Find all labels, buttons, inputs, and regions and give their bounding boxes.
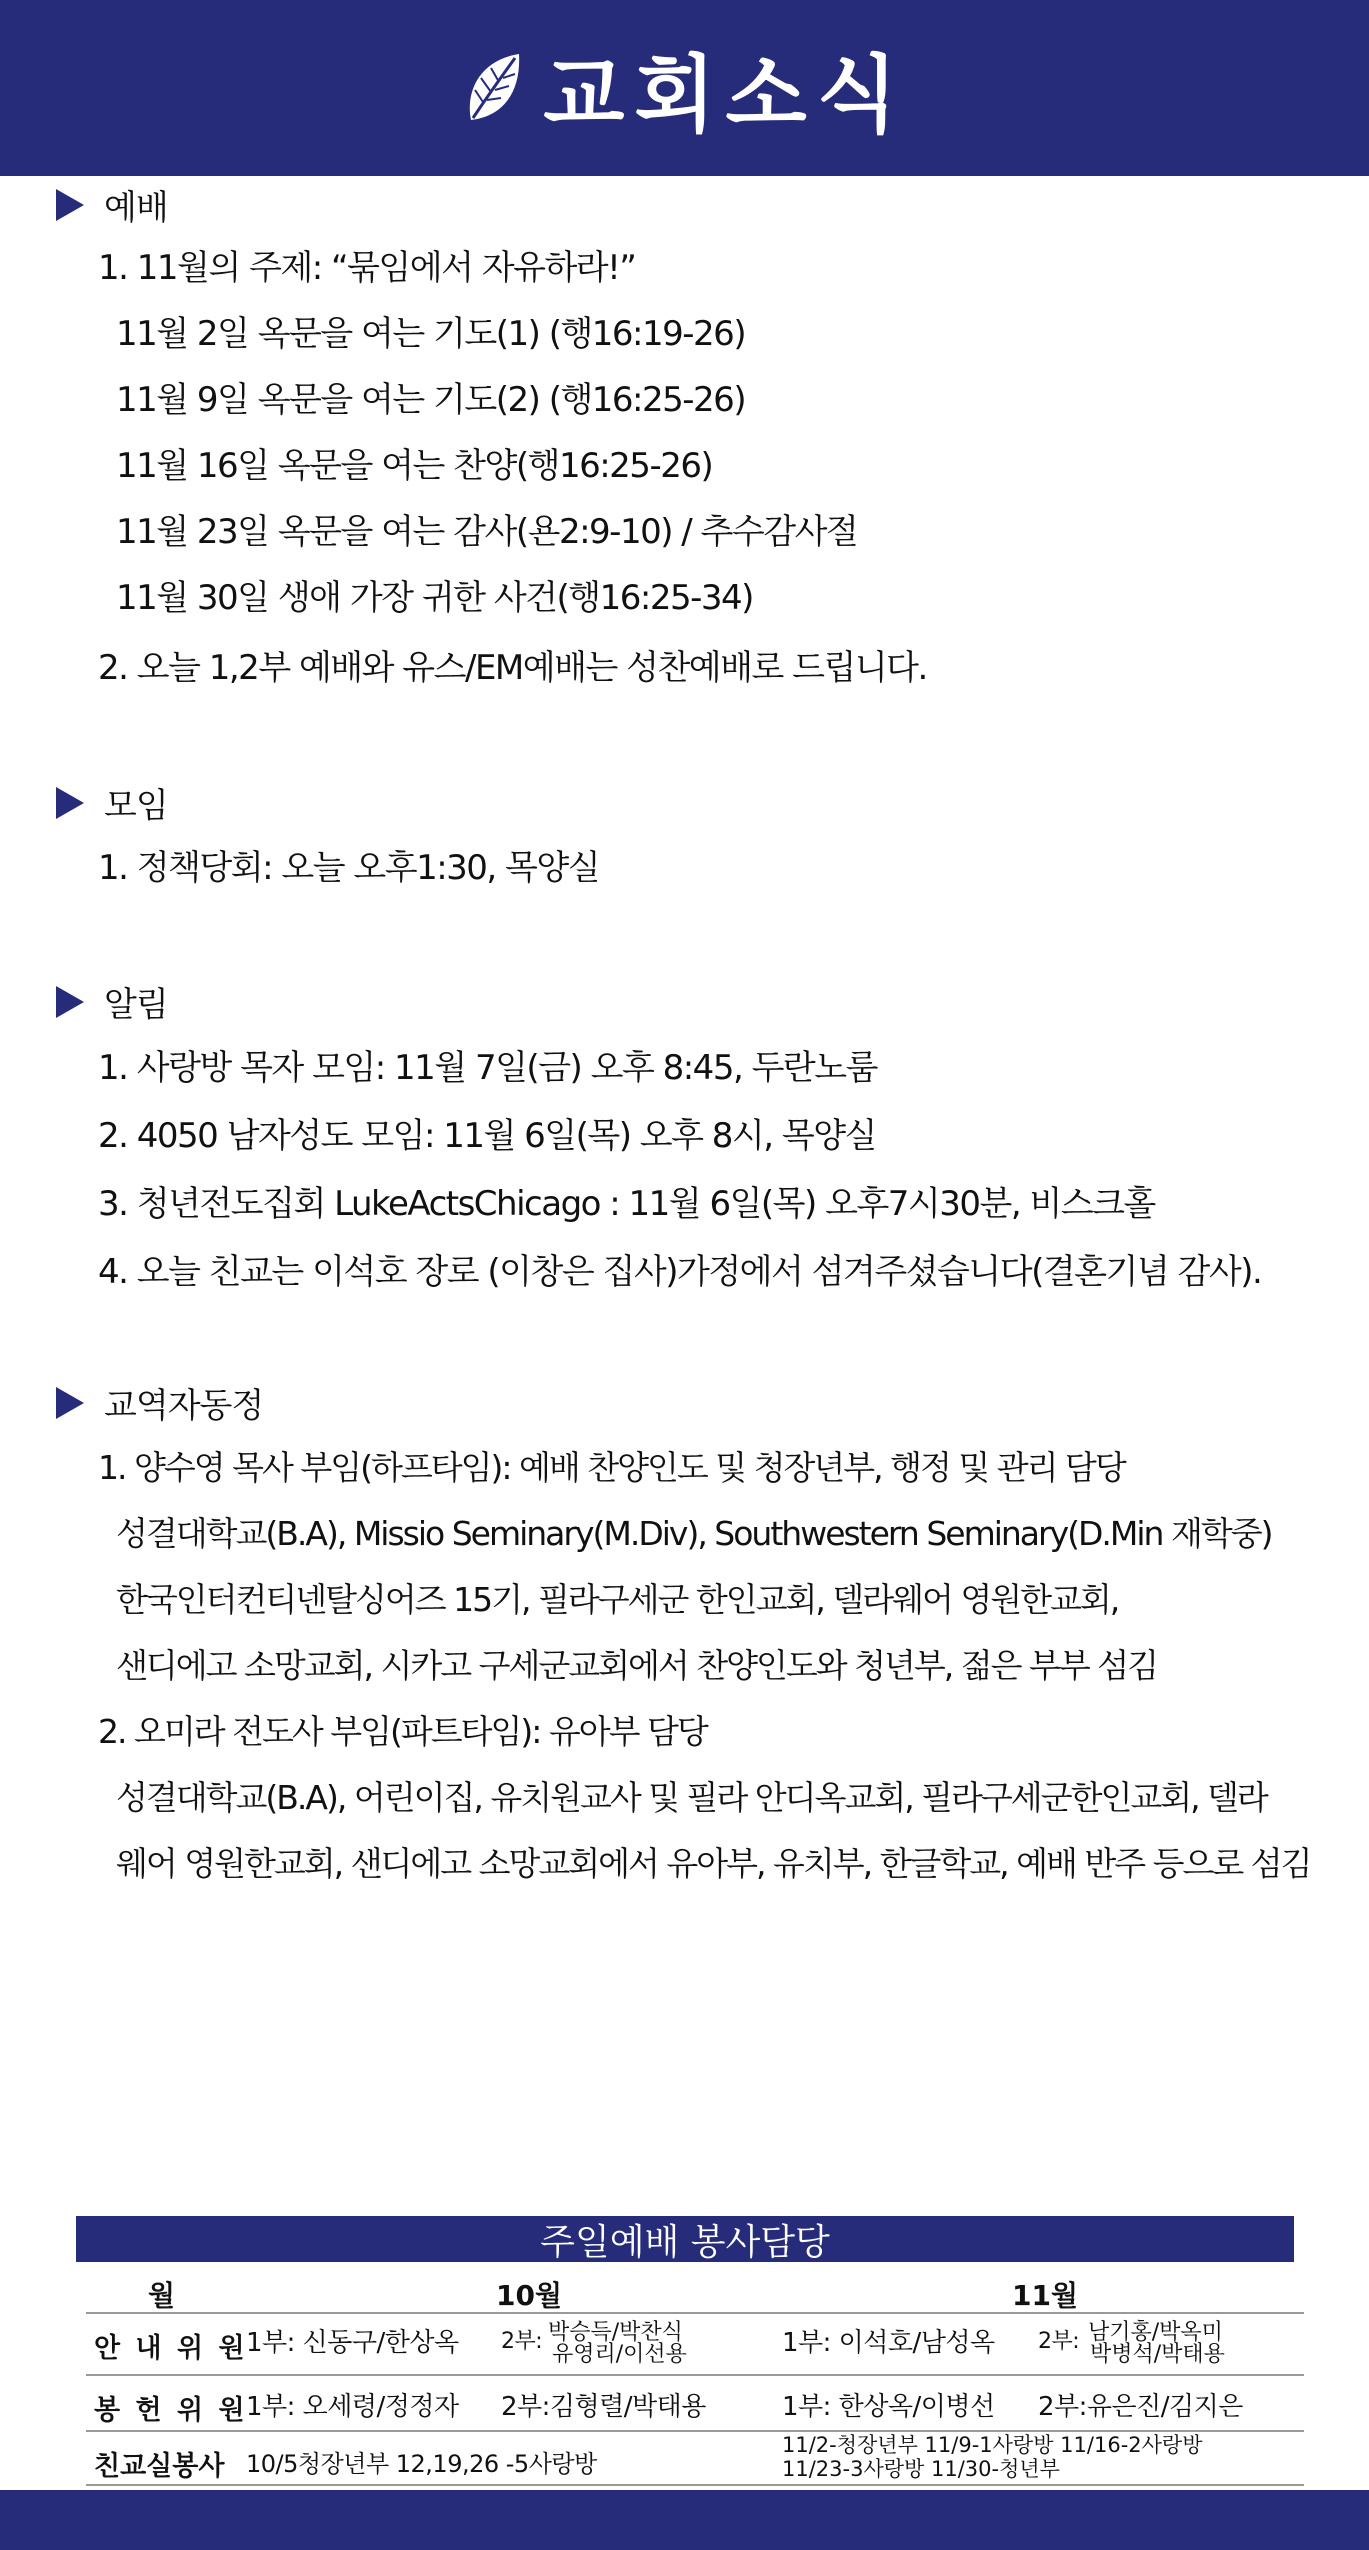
usher-oct-2-line1: 박승득/박찬식 [548,2320,683,2345]
offering-oct-2: 2부:김형렬/박태용 [501,2392,706,2422]
triangle-bullet-icon [56,189,84,221]
fellowship-nov-line1: 11/2-청장년부 11/9-1사랑방 11/16-2사랑방 [782,2433,1203,2457]
usher-nov-1: 1부: 이석호/남성옥 [782,2328,995,2358]
section-meeting-heading [56,778,168,827]
usher-oct-1: 1부: 신동구/한상옥 [246,2328,459,2358]
meeting-line: 1. 정책당회: 오늘 오후1:30, 목양실 [98,848,600,888]
ministry-line: 한국인터컨티넨탈싱어즈 15기, 필라구세군 한인교회, 델라웨어 영원한교회, [116,1580,1119,1619]
roster-title: 주일예배 봉사담당 [76,2216,1294,2262]
col-month-header: 월 [148,2279,176,2312]
fellowship-oct: 10/5청장년부 12,19,26 -5사랑방 [246,2450,597,2478]
usher-nov-2-prefix: 2부: [1038,2329,1080,2354]
worship-line: 11월 16일 옥문을 여는 찬양(행16:25-26) [116,446,713,486]
usher-nov-2-line2: 박병석/박태용 [1090,2342,1225,2367]
ministry-line: 샌디에고 소망교회, 시카고 구세군교회에서 찬양인도와 청년부, 젊은 부부 섬김 [116,1646,1157,1685]
section-worship-heading [56,180,168,229]
row-label-fellowship: 친교실봉사 [94,2451,225,2482]
table-divider [86,2374,1304,2376]
col-nov-header: 11월 [1012,2279,1079,2312]
page-title: 교회소식 [543,45,908,144]
col-oct-header: 10월 [496,2279,563,2312]
section-notice-heading [56,977,168,1026]
offering-nov-1: 1부: 한상옥/이병선 [782,2392,995,2422]
row-label-usher: 안 내 위 원 [94,2333,248,2364]
worship-line: 11월 23일 옥문을 여는 감사(욘2:9-10) / 추수감사절 [116,512,858,552]
table-divider [86,2484,1304,2486]
usher-oct-2-line2: 유영리/이선용 [552,2342,687,2367]
section-title: 알림 [104,985,168,1025]
notice-line: 2. 4050 남자성도 모임: 11월 6일(목) 오후 8시, 목양실 [98,1116,876,1156]
triangle-bullet-icon [56,1387,84,1419]
page-header [0,0,1369,176]
usher-oct-2-prefix: 2부: [501,2329,543,2354]
worship-line: 1. 11월의 주제: “묶임에서 자유하라!” [98,248,636,288]
section-title: 모임 [104,786,168,826]
ministry-line: 2. 오미라 전도사 부임(파트타임): 유아부 담당 [98,1712,707,1751]
offering-nov-2: 2부:유은진/김지은 [1038,2392,1243,2422]
notice-line: 4. 오늘 친교는 이석호 장로 (이창은 집사)가정에서 섬겨주셨습니다(결혼기념 감사). [98,1252,1262,1292]
usher-nov-2-line1: 남기홍/박옥미 [1088,2320,1223,2345]
notice-line: 1. 사랑방 목자 모임: 11월 7일(금) 오후 8:45, 두란노룸 [98,1048,877,1088]
worship-line: 11월 30일 생애 가장 귀한 사건(행16:25-34) [116,578,753,618]
leaf-icon [461,50,525,126]
triangle-bullet-icon [56,986,84,1018]
section-title: 교역자동정 [104,1386,264,1426]
worship-line: 11월 2일 옥문을 여는 기도(1) (행16:19-26) [116,314,746,354]
fellowship-nov-line2: 11/23-3사랑방 11/30-청년부 [782,2457,1060,2481]
worship-line: 11월 9일 옥문을 여는 기도(2) (행16:25-26) [116,380,746,420]
table-divider [86,2312,1304,2314]
ministry-line: 성결대학교(B.A), Missio Seminary(M.Div), Southwestern Seminary(D.Min 재학중) [116,1514,1272,1553]
section-title: 예배 [104,188,168,228]
page-footer [0,2490,1369,2550]
section-ministry-heading [56,1378,263,1427]
ministry-line: 웨어 영원한교회, 샌디에고 소망교회에서 유아부, 유치부, 한글학교, 예배 반주 등으로 섬김 [116,1844,1311,1883]
offering-oct-1: 1부: 오세령/정정자 [246,2392,459,2422]
ministry-line: 1. 양수영 목사 부임(하프타임): 예배 찬양인도 및 청장년부, 행정 및 관리 담당 [98,1448,1125,1487]
table-divider [86,2430,1304,2432]
triangle-bullet-icon [56,787,84,819]
row-label-offering: 봉 헌 위 원 [94,2395,248,2426]
ministry-line: 성결대학교(B.A), 어린이집, 유치원교사 및 필라 안디옥교회, 필라구세군한인교회, 델라 [116,1778,1267,1817]
notice-line: 3. 청년전도집회 LukeActsChicago : 11월 6일(목) 오후7시30분, 비스크홀 [98,1184,1155,1224]
worship-line: 2. 오늘 1,2부 예배와 유스/EM예배는 성찬예배로 드립니다. [98,648,927,688]
